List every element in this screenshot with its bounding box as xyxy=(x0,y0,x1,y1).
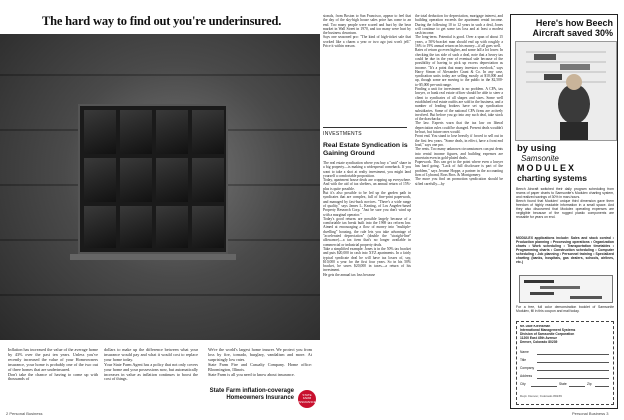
section-label: INVESTMENTS xyxy=(323,131,362,137)
ad-chart-graphic xyxy=(519,275,613,303)
ad-coupon-intro: For a free, full color demonstration booklet of Samsonite Modulex, fill in this coupon and mail today. xyxy=(516,305,614,313)
ad-headline: Here's how Beech Aircraft saved 30% xyxy=(532,18,613,38)
ad-modulex: MODULEX xyxy=(517,163,576,173)
article-column-2: the total deduction for depreciation, mortgage interest, and building operation exceeds the apartment rental income. During the following 10 to 12 years in such a deal, Jones will continue to get some tax loss and at least a modest cash income. The long-term. Potential is good. Over a span of about 15 years, a 50%-bracket man should end up with roughly a 16% to 19% annual return on his money—if all goes well. Rates of return go even higher, and some fall a lot lower. In checking the tax side of such a deal, note that a heavy tax could be due in the year of eventual sale because of the possibility of having to pick up excess depreciation as income. "It's a point that many investors overlook," says Harry Simon of Alexander Grant & Co. In any case, syndication units today are selling mostly at $10,000 and up, though some are moving to the public in the $2,500-to-$5,000 per-unit range. Finding a unit for investment is no problem. A CPA, tax lawyer, or bank real estate officer should be able to steer a client to syndicates of all shapes and sizes. Some well established real estate outfits are sold in the business, and a number of leading brokers have set up syndication subsidiaries. Some of the national CPA firms are actively involved. But before you go into any such deal, take stock of the drawbacks: The law. Experts warn that the tax law on liberal depreciation rules could be changed. Present deals wouldn't be hurt, but future ones would. Front end. You stand to lose heavily if forced to sell out in the first few years. "Some deals, in effect, have a front end load," says one pro. The rents. Too many unknown circumstances can put dents into rental income figures, and building expenses are uncertain even in gold-plated deals. Paperwork. This can get to the point where even a lawyer has hard going. "Lack of full disclosure is part of the problem," says Jerome Hoppe, a partner in the accounting firm of Lybrand, Ross Bros. & Montgomery. The more you find on promotion syndication should be sifted carefully—by xyxy=(415,14,503,186)
footer-right: Personal Business 3 xyxy=(572,411,609,416)
coupon-note: Dept. Denver, Colorado 80239 xyxy=(520,394,562,398)
article-column-1-top: sionals, from Boston to San Francisco, appear to feel that the day of the sky-high house sales price has come to an end. Too many people were scared and hurt by the bear market in Wall Street in 1970, and too many were hurt by the business downturn. Says one seasoned pro: "The kind of high-ticket sale that worked like a charm a year or two ago just won't jell." Price it within reason. xyxy=(323,14,411,49)
article-column-1-body: The real estate syndication where you buy a "unit" share in a big property—is making a widespread comeback. If you want to take a shot at realty investment, you might land yourself a comfortable proposition. Today, apartment house deals are cropping up everywhere. And with the aid of tax shelters, an annual return of 15%-plus is quite possible. But it's also possible to be led up the garden path in syndicates that are complex, full of fine-print paperwork, and managed by fast-buck novices. "There's a wide range of quality," says James L. Keating, of Los Angeles-based Property Research Corp. "Just be sure you don't wind up with a marginal operator." Today's good returns are possible largely because of a comfortable tax break built into the 1969 tax reform law. Aimed at encouraging a flow of money into "multiple-dwelling" housing, the rule lets you take advantage of "accelerated depreciation" (double the "straight-line" allowance)—a tax item that's no longer available in commercial or industrial property deals. Take a simplified example: Jones is in the 50% tax bracket and puts $20,000 in cash into XYZ apartments. In a fairly typical syndicate deal he will have tax losses of, say, $10,000 a year for the first four years. So in his 50% bracket, he saves $20,000 in taxes—a return of his investment. He gets the annual tax loss because xyxy=(323,161,411,277)
headline: The hard way to find out you're underinsured. xyxy=(42,14,282,28)
footer-left: 2 Personal Business xyxy=(6,411,43,416)
house-photo xyxy=(0,34,320,340)
body-column-3: We're the world's largest home insurer. We protect you from loss by fire, tornado, burglary, vandalism and more. At surprisingly low rates. State Farm Fire and Casualty Company. Home office: Bloomington, Illinois. State Farm is all you need to know about insurance. xyxy=(208,348,312,377)
article-title: Real Estate Syndication is Gaining Ground xyxy=(323,142,408,157)
coupon-field-company[interactable]: Company xyxy=(520,366,535,370)
ad-by-using: by using xyxy=(517,143,557,154)
coupon-field-zip[interactable]: Zip xyxy=(587,382,592,386)
ad-charting: charting systems xyxy=(517,173,587,183)
ad-body: Beech Aircraft switched their daily program scheduling from reams of paper charts to Samsonite's Modulex charting system, and realized savings of 30% in man-hours. Beech found that Modulex' unique third dimension gave them freedom of highly readable information in a small space. And they also discovered that Modulex operating expenses are negligible because of the rugged plastic components are reusable for years on end. xyxy=(516,187,614,219)
coupon-address: Mr. Dale Kleinsman International Management Systems Division of Samsonite Corporation 11200 East 45th Avenue Denver, Colorado 80239 xyxy=(520,325,576,344)
state-farm-tagline: State Farm inflation-coverage Homeowners Insurance xyxy=(209,388,294,401)
coupon-field-title[interactable]: Title xyxy=(520,358,527,362)
coupon-form[interactable] xyxy=(516,321,614,405)
broken-window xyxy=(78,104,228,254)
samsonite-ad xyxy=(510,14,618,409)
window-sill xyxy=(70,254,236,260)
body-column-2: dollars to make up the difference between what your insurance would pay and what it would cost to replace your home today. Your State Farm Agent has a policy that not only covers your home and your possessions now, but automatically increases in value as inflation continues to boost the cost of things. xyxy=(104,348,198,382)
state-farm-logo: STATE FARM INSURANCE xyxy=(298,390,316,408)
coupon-field-address[interactable]: Address xyxy=(520,374,533,378)
coupon-field-state[interactable]: State xyxy=(559,382,567,386)
body-column-1: Inflation has increased the value of the average home by 43% over the past ten years. Unless you've recently increased the value of your Homeowners insurance, your home is probably one of the two out of three homes that are underinsured. Don't take the chance of having to come up with thousands of xyxy=(8,348,98,382)
ad-samsonite: Samsonite xyxy=(521,154,559,163)
coupon-field-name[interactable]: Name xyxy=(520,350,529,354)
section-rule xyxy=(323,127,407,128)
ad-photo xyxy=(515,41,617,141)
coupon-field-city[interactable]: City xyxy=(520,382,526,386)
ad-applications: MODULEX applications include: Sales and stock control • Production planning • Processing operations • Organization charts • Work scheduling • Transportation timetables • Programming charts • Construction scheduling • Computer scheduling • Job planning • Personnel training • Specialized charting (banks, hospitals, gas dealers, schools, airlines, etc.) xyxy=(516,236,614,264)
